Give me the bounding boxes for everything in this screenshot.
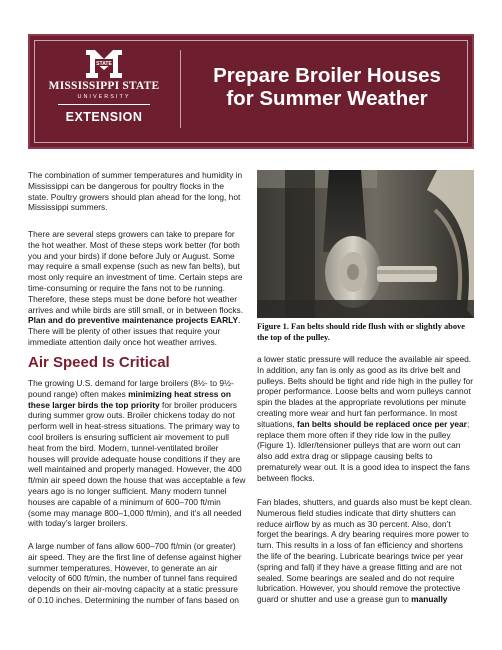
seal-text: STATE bbox=[96, 61, 112, 67]
banner-divider bbox=[180, 50, 181, 128]
air-p1-b: for broiler producers during summer grow outs. Broiler chickens today do not perform well in heat-stress situations. The primary way to cool broilers is ensuring sufficient air movement to pull heat from the bird. Modern, tunnel-ventilated broiler houses will provide adequate house conditions if they are well maintained and properly managed. However, the 400 ft/min air speed down the house that was acceptable a few years ago is no longer sufficient. Many modern tunnel houses are capable of a minimum of 600–700 ft/min (some may manage 800–1,000 ft/min), and it’s all needed with today’s larger broilers. bbox=[28, 399, 246, 529]
title-line-1: Prepare Broiler Houses bbox=[213, 64, 441, 87]
intro-p2-tail: . There will be plenty of other issues that require your immediate attention daily once hot weather arrives. bbox=[28, 315, 241, 347]
logo-university-word: UNIVERSITY bbox=[77, 94, 131, 100]
intro-paragraph-1: The combination of summer temperatures and humidity in Mississippi can be dangerous for poultry flocks in the state. Poultry growers should plan ahead for the long, hot Mississippi summers. bbox=[28, 170, 243, 213]
title-line-2: for Summer Weather bbox=[226, 87, 428, 110]
air-p4-emphasis: manually bbox=[411, 594, 448, 605]
logo-extension: EXTENSION bbox=[65, 110, 143, 124]
figure-caption: Figure 1. Fan belts should ride flush with or slightly above the top of the pulley. bbox=[257, 322, 465, 342]
air-p1-emphasis: minimizing heat stress on these larger birds the top priority bbox=[28, 388, 231, 410]
m-seal-icon bbox=[86, 50, 122, 78]
msu-extension-logo bbox=[44, 50, 164, 140]
fan-belt-photo bbox=[257, 170, 474, 318]
air-speed-paragraph-3 bbox=[257, 354, 474, 484]
air-p1-a: The growing U.S. demand for large broilers (8½- to 9½-pound range) often makes bbox=[28, 378, 234, 399]
logo-rule bbox=[58, 104, 150, 105]
intro-p2-emphasis: Plan and do preventive maintenance projects EARLY bbox=[28, 315, 239, 326]
header-banner bbox=[28, 34, 474, 149]
intro-p2-text: There are several steps growers can take to prepare for the hot weather. Most of these steps work better (for both you and your birds) if done before July or August. Some may require a small expense (such as new fan belts), but most only require an investment of time. Certain steps are time-consuming or require the fans not to be running. Therefore, these steps must be done before hot weather arrives and while birds are still small, or in between flocks. bbox=[28, 229, 244, 315]
air-speed-paragraph-1 bbox=[28, 378, 246, 529]
section-heading: Air Speed Is Critical bbox=[28, 354, 170, 371]
air-speed-paragraph-2: A large number of fans allow 600–700 ft/min (or greater) air speed. They are the first line of defense against higher summer temperatures. However, to generate an air velocity of 600 ft/min, the number of tunnel fans required depends on their air-moving capacity at a static pressure of 0.10 inches. Determining the number of fans based on bbox=[28, 541, 242, 605]
air-p3-b: ; replace them more often if they ride low in the pulley (Figure 1). Idler/tensioner pulleys that are worn out can also add extra drag or slippage causing belts to prematurely wear out. It is a good idea to inspect the fans between flocks. bbox=[257, 418, 470, 483]
intro-paragraph-2 bbox=[28, 229, 246, 348]
air-speed-paragraph-4 bbox=[257, 497, 474, 605]
air-p3-emphasis: fan belts should be replaced once per year bbox=[297, 418, 467, 429]
logo-university-name: MISSISSIPPI STATE bbox=[48, 80, 160, 92]
air-p4-a: Fan blades, shutters, and guards also must be kept clean. Numerous field studies indicate that dirty shutters can reduce airflow by as much as 30 percent. Also, don’t forget the bearings. A dry bearing requires more power to turn. This results in a loss of fan efficiency and shortens the life of the bearing. Lubricate bearings twice per year (spring and fall) if they have a grease fitting and are not sealed. Some bearings are sealed and do not require lubrication. However, you should remove the protective guard or shutter and use a grease gun to bbox=[257, 497, 473, 605]
fan-pulley-image bbox=[257, 170, 474, 318]
air-p3-a: a lower static pressure will reduce the available air speed. In addition, any fan is only as good as its drive belt and pulleys. Belts should be tight and ride high in the pulley for proper performance. Loose belts and worn pulleys cannot spin the blades at the appropriate revolutions per minute creating more wear and hurt fan performance. In most situations, bbox=[257, 354, 474, 429]
page-title bbox=[192, 64, 462, 110]
